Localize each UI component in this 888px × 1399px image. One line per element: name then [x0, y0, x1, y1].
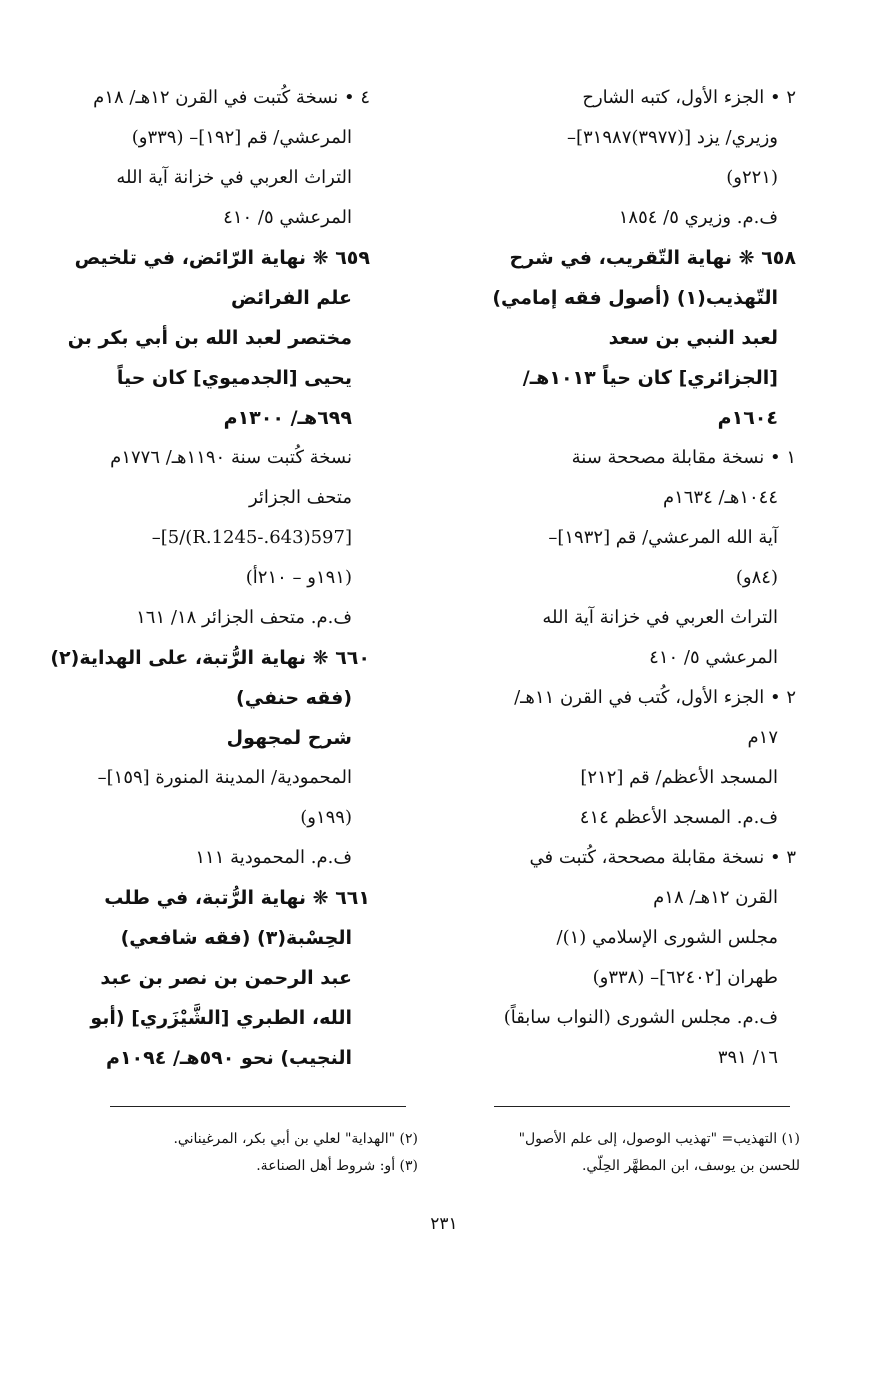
left-column-line: ٦٦١ ❋ نهاية الرُّتبة، في طلب — [104, 887, 370, 909]
right-column-line: القرن ١٢هـ/ ١٨م — [653, 887, 778, 908]
left-column-line: يحيى [الجدميوي] كان حياً — [116, 367, 352, 389]
footnote-line: (٣) أو: شروط أهل الصناعة. — [256, 1158, 418, 1174]
right-column-line: (٢٢١و) — [726, 167, 778, 188]
right-column-line: آية الله المرعشي/ قم [١٩٣٢]– — [548, 527, 778, 548]
left-column-line: الحِسْبة(٣) (فقه شافعي) — [120, 927, 352, 949]
left-column-line: (١٩٩و) — [300, 807, 352, 828]
right-column — [446, 78, 796, 1078]
left-column-line: ف.م. متحف الجزائر ١٨/ ١٦١ — [136, 607, 352, 628]
right-column-line: مجلس الشورى الإسلامي (١)/ — [556, 927, 778, 948]
right-column-line: ٣ • نسخة مقابلة مصححة، كُتبت في — [529, 847, 796, 868]
right-column-line: المسجد الأعظم/ قم [٢١٢] — [580, 767, 778, 788]
right-column-line: ف.م. المسجد الأعظم ٤١٤ — [579, 807, 778, 828]
right-column-line: ١٦٠٤م — [717, 407, 778, 429]
right-column-line: ١٠٤٤هـ/ ١٦٣٤م — [662, 487, 778, 508]
page-number: ٢٣١ — [430, 1214, 458, 1234]
right-column-line: ف.م. مجلس الشورى (النواب سابقاً) — [503, 1007, 778, 1028]
footnote-divider-right — [494, 1106, 790, 1107]
right-column-line: ١٦/ ٣٩١ — [717, 1047, 778, 1068]
left-column-line: المرعشي/ قم [١٩٢]– (٣٣٩و) — [131, 127, 352, 148]
right-column-line: ١ • نسخة مقابلة مصححة سنة — [571, 447, 796, 468]
right-column-line: التراث العربي في خزانة آية الله — [542, 607, 778, 628]
right-column-line: المرعشي ٥/ ٤١٠ — [649, 647, 778, 668]
right-column-line: وزيري/ يزد [(٣٩٧٧)٣١٩٨٧]– — [566, 127, 778, 148]
left-column-line: التراث العربي في خزانة آية الله — [116, 167, 352, 188]
left-column-line: (فقه حنفي) — [236, 687, 352, 709]
left-column-line: [597(643.-R.1245)/5]– — [151, 527, 352, 548]
right-column-line: (٨٤و) — [735, 567, 778, 588]
right-column-line: [الجزائري] كان حياً ١٠١٣هـ/ — [522, 367, 778, 389]
right-column-line: لعبد النبي بن سعد — [608, 327, 778, 349]
footnote-line: (٢) "الهداية" لعلي بن أبي بكر، المرغيناني. — [173, 1131, 418, 1147]
left-column-line: مختصر لعبد الله بن أبي بكر بن — [67, 327, 352, 349]
left-column-line: نسخة كُتبت سنة ١١٩٠هـ/ ١٧٧٦م — [110, 447, 352, 468]
left-column-line: (١٩١و – ٢١٠أ) — [245, 567, 352, 588]
left-column-line: عبد الرحمن بن نصر بن عبد — [100, 967, 352, 989]
right-column-line: ١٧م — [747, 727, 778, 748]
right-column-line: طهران [٦٢٤٠٢]– (٣٣٨و) — [592, 967, 778, 988]
left-column-line: علم الفرائض — [231, 287, 352, 309]
right-column-line: ٢ • الجزء الأول، كتبه الشارح — [582, 87, 796, 108]
left-column-line: شرح لمجهول — [226, 727, 352, 749]
left-column-line: ٤ • نسخة كُتبت في القرن ١٢هـ/ ١٨م — [93, 87, 370, 108]
footnotes-left — [78, 1126, 418, 1180]
left-column-line: المرعشي ٥/ ٤١٠ — [223, 207, 352, 228]
right-column-line: ٦٥٨ ❋ نهاية التّقريب، في شرح — [509, 247, 796, 269]
left-column — [20, 78, 370, 1078]
footnote-line: للحسن بن يوسف، ابن المطهَّر الحِلّي. — [581, 1158, 800, 1174]
footnote-line: (١) التهذيب= "تهذيب الوصول، إلى علم الأصول" — [518, 1131, 800, 1147]
left-column-line: ٦٥٩ ❋ نهاية الرّائض، في تلخيص — [74, 247, 370, 269]
right-column-line: ٢ • الجزء الأول، كُتب في القرن ١١هـ/ — [514, 687, 796, 708]
left-column-line: المحمودية/ المدينة المنورة [١٥٩]– — [97, 767, 352, 788]
left-column-line: الله، الطبري [الشَّيْزَري] (أبو — [90, 1007, 352, 1029]
right-column-line: ف.م. وزيري ٥/ ١٨٥٤ — [618, 207, 778, 228]
left-column-line: ٦٩٩هـ/ ١٣٠٠م — [223, 407, 352, 429]
left-column-line: ٦٦٠ ❋ نهاية الرُّتبة، على الهداية(٢) — [50, 647, 370, 669]
left-column-line: متحف الجزائر — [248, 487, 352, 508]
footnotes-right — [460, 1126, 800, 1180]
right-column-line: التّهذيب(١) (أصول فقه إمامي) — [492, 287, 778, 309]
left-column-line: ف.م. المحمودية ١١١ — [195, 847, 352, 868]
footnote-divider-left — [110, 1106, 406, 1107]
left-column-line: النجيب) نحو ٥٩٠هـ/ ١٠٩٤م — [106, 1047, 352, 1069]
